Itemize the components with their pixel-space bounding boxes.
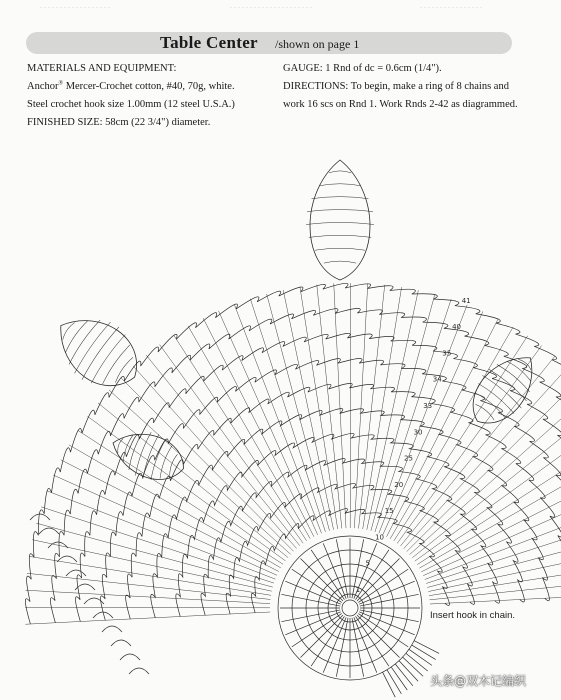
base-stitch <box>414 641 439 654</box>
pineapple-row <box>306 222 374 224</box>
bleed-through-text: . . . . . . . . . . . . . . . . . . . . . . . . . . . . . . . . . . . . . . . . . . . . . . . . . . . . . . . <box>40 1 482 10</box>
watermark: 头条@双木记编织 <box>430 674 527 688</box>
instructions-column <box>283 60 523 114</box>
pineapple-row <box>134 432 152 476</box>
pineapple-row <box>307 210 373 212</box>
round-circle <box>342 600 358 616</box>
pineapple-outline <box>310 160 370 280</box>
round-number-label: 30 <box>413 428 423 437</box>
stitch-spoke <box>292 569 342 602</box>
pineapple-row <box>482 374 522 408</box>
gauge-text: GAUGE: 1 Rnd of dc = 0.6cm (1/4"). <box>283 63 442 74</box>
pineapple-row <box>312 197 369 199</box>
page-subtitle: /shown on page 1 <box>275 37 360 51</box>
finished-size: FINISHED SIZE: 58cm (22 3/4") diameter. <box>27 117 211 128</box>
stitch-spoke <box>311 616 344 666</box>
mesh-line <box>25 607 270 608</box>
mesh-line <box>383 311 483 535</box>
mesh-line <box>412 404 561 558</box>
pineapple-row <box>64 319 88 353</box>
mesh-line <box>375 299 451 532</box>
mesh-line <box>160 345 304 544</box>
mesh-line <box>53 475 277 575</box>
base-stitch <box>406 653 428 671</box>
mesh-line <box>133 366 297 548</box>
stitch-spoke <box>356 550 389 600</box>
mesh-line <box>283 290 333 530</box>
page-title: Table Center <box>160 33 258 52</box>
pineapple-row <box>101 344 130 384</box>
materials-hook: Steel crochet hook size 1.00mm (12 steel U.S.A.) <box>27 99 235 110</box>
round-number-label: 34 <box>432 375 442 384</box>
stitch-spoke <box>292 614 342 647</box>
pineapple-row <box>73 321 111 373</box>
mesh-line <box>250 299 325 532</box>
mesh-line <box>394 336 528 541</box>
stitch-spoke <box>301 615 343 657</box>
mesh-line <box>417 432 561 565</box>
round-number-label: 20 <box>394 480 404 489</box>
directions-text: DIRECTIONS: To begin, make a ring of 8 chains and work 16 scs on Rnd 1. Work Rnds 2-42 as diagrammed. <box>283 81 518 110</box>
mesh-line <box>25 590 270 603</box>
mesh-line <box>367 290 419 530</box>
round-number-label: 15 <box>384 507 394 516</box>
mesh-line <box>98 403 288 558</box>
yarn-details: Mercer-Crochet cotton, #40, 70g, white. <box>63 81 235 92</box>
pineapple-motif <box>306 160 374 280</box>
pineapple-row <box>507 360 532 382</box>
base-stitch <box>387 670 401 694</box>
mesh-line <box>300 287 338 529</box>
mesh-line <box>334 283 346 528</box>
stitch-spoke <box>357 559 399 601</box>
round-number-label: 33 <box>423 402 433 410</box>
stitch-spoke <box>358 614 408 647</box>
stitch-spoke <box>356 616 389 666</box>
round-number-label: 40 <box>452 323 462 332</box>
mesh-line <box>219 311 318 535</box>
pineapple-row <box>80 326 119 380</box>
mesh-line <box>354 283 367 528</box>
pineapple-row <box>315 248 365 250</box>
pineapple-outline <box>106 423 191 488</box>
insert-hook-annotation: Insert hook in chain. <box>430 610 516 621</box>
pineapple-row <box>329 171 351 173</box>
materials-yarn <box>27 78 272 96</box>
base-stitch <box>399 661 418 681</box>
mesh-line <box>174 335 307 541</box>
mesh-line <box>371 294 435 531</box>
mesh-line <box>203 318 314 537</box>
mesh-line <box>317 285 342 529</box>
mesh-line <box>36 523 273 587</box>
chain-loop-round <box>25 283 561 624</box>
mesh-line <box>47 491 276 579</box>
mesh-line <box>32 540 272 592</box>
stitch-spoke <box>301 559 343 601</box>
base-stitch <box>395 664 413 686</box>
pineapple-motif <box>42 299 153 403</box>
title-banner <box>26 32 512 54</box>
edge-scallop <box>120 654 140 660</box>
round-number-label: 1 <box>355 586 361 594</box>
edge-scallop <box>102 626 122 632</box>
mesh-line <box>78 430 283 564</box>
base-stitch <box>409 649 432 665</box>
registered-mark: ® <box>58 80 64 87</box>
yarn-brand: Anchor <box>27 81 59 92</box>
pineapple-row <box>168 454 178 476</box>
mesh-line <box>359 285 385 529</box>
round-number-label: 35 <box>442 349 452 358</box>
base-stitch <box>383 672 396 697</box>
edge-scallop <box>129 668 149 674</box>
mesh-line <box>404 367 561 549</box>
edge-scallop <box>111 640 131 646</box>
mesh-line <box>428 541 561 591</box>
edge-scallop <box>30 514 50 520</box>
base-stitch <box>403 657 423 676</box>
round-number-label: 10 <box>375 533 385 542</box>
pineapple-row <box>324 261 356 263</box>
pineapple-motif <box>105 421 192 491</box>
round-number-label: 25 <box>404 454 413 463</box>
edge-scallop <box>39 528 59 534</box>
mesh-line <box>41 507 274 583</box>
pineapple-row <box>149 438 166 480</box>
chain-loop-round <box>75 333 561 621</box>
materials-heading: MATERIALS AND EQUIPMENT: <box>27 63 177 74</box>
base-stitch <box>391 667 407 690</box>
mesh-line <box>234 304 321 533</box>
pineapple-row <box>309 235 371 237</box>
pineapple-row <box>61 321 75 339</box>
round-number-label: 41 <box>461 296 471 305</box>
materials-column <box>27 60 272 132</box>
edge-scallop <box>57 556 77 562</box>
mesh-line <box>379 305 467 534</box>
stitch-spoke <box>355 569 408 602</box>
mesh-line <box>363 287 402 529</box>
mesh-line <box>350 283 351 528</box>
edge-scallop <box>66 570 86 576</box>
stitch-spoke <box>357 615 399 657</box>
pineapple-outline <box>45 302 151 400</box>
pineapple-row <box>319 184 361 186</box>
stitch-spoke <box>311 550 344 600</box>
round-number-label: 5 <box>365 559 370 568</box>
base-stitch <box>412 645 436 659</box>
pineapple-outline <box>460 343 548 435</box>
mesh-line <box>25 612 270 624</box>
